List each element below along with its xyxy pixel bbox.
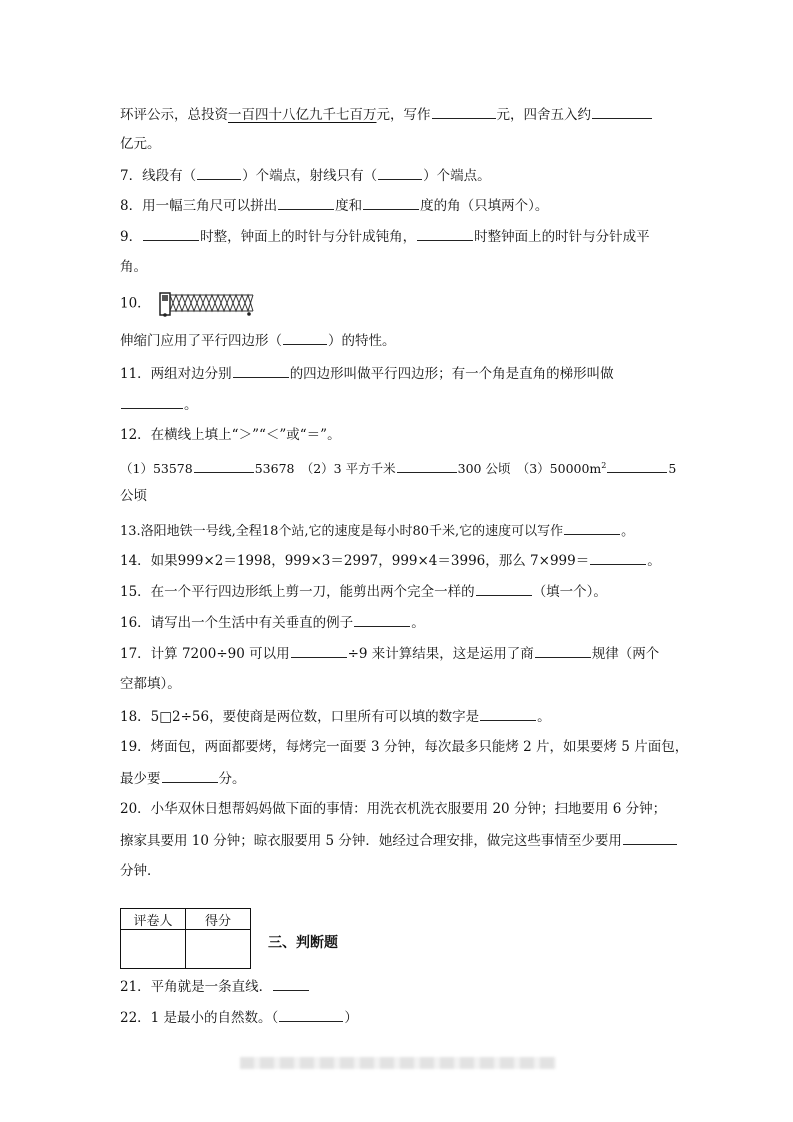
- question-19-cont: [120, 768, 680, 789]
- text: 7．线段有（: [120, 168, 197, 184]
- text: 伸缩门应用了平行四边形（: [120, 333, 282, 349]
- text: 元，写作: [376, 107, 431, 123]
- text: 度和: [335, 198, 363, 214]
- answer-blank[interactable]: [143, 226, 199, 241]
- text: 17．计算 7200÷90 可以用: [120, 646, 290, 662]
- score-header: 得分: [186, 909, 251, 930]
- text: 15．在一个平行四边形纸上剪一刀，能剪出两个完全一样的: [120, 584, 475, 600]
- question-22: [120, 1007, 680, 1028]
- text: 。: [621, 524, 635, 539]
- text: 度的角（只填两个）。: [420, 198, 549, 214]
- question-12-cont: 公顷: [120, 488, 147, 504]
- text: 元，四舍五入约: [496, 107, 591, 123]
- answer-blank[interactable]: [283, 330, 327, 345]
- answer-blank[interactable]: [279, 1007, 343, 1022]
- answer-blank[interactable]: [592, 104, 652, 119]
- text: ）的特性。: [328, 333, 396, 349]
- text: ）个端点。: [423, 168, 491, 184]
- answer-blank[interactable]: [233, 363, 289, 378]
- text: 11．两组对边分别: [120, 366, 232, 382]
- question-9-cont: 角。: [120, 259, 147, 275]
- question-18: [120, 706, 680, 727]
- question-10: [120, 291, 680, 317]
- text: （1）53578: [120, 461, 193, 477]
- score-table: [120, 908, 251, 969]
- answer-blank[interactable]: [197, 165, 241, 180]
- answer-blank[interactable]: [480, 706, 536, 721]
- question-16: [120, 612, 680, 633]
- answer-blank[interactable]: [476, 581, 532, 596]
- text: 300 公顷 （3）50000m: [457, 461, 602, 477]
- text: 。: [537, 709, 551, 725]
- question-19: 19．烤面包，两面都要烤，每烤完一面要 3 分钟，每次最多只能烤 2 片，如果要烤 5 片面包，: [120, 739, 689, 755]
- answer-blank[interactable]: [291, 643, 347, 658]
- answer-blank[interactable]: [278, 195, 334, 210]
- question-7: [120, 165, 680, 186]
- section-title: 三、判断题: [268, 935, 338, 951]
- text: ）个端点，射线只有（: [242, 168, 378, 184]
- question-13: [120, 520, 680, 542]
- answer-blank[interactable]: [194, 458, 254, 473]
- q6-line2: 亿元。: [120, 136, 161, 152]
- answer-blank[interactable]: [535, 643, 591, 658]
- question-15: [120, 581, 680, 602]
- underlined-amount: 一百四十八亿九千七百万: [228, 107, 377, 123]
- question-21: [120, 976, 680, 997]
- text: 10．: [120, 295, 151, 312]
- answer-blank[interactable]: [162, 768, 218, 783]
- answer-blank[interactable]: [397, 458, 457, 473]
- text: 。: [411, 615, 425, 631]
- question-12: 12．在横线上填上“＞”“＜”或“＝”。: [120, 427, 341, 443]
- text: 。: [647, 553, 661, 569]
- text: 规律（两个: [591, 646, 660, 662]
- question-10-text: [120, 330, 680, 351]
- question-20-end: 分钟．: [120, 863, 161, 879]
- answer-blank[interactable]: [564, 520, 620, 535]
- text: 13.洛阳地铁一号线,全程18个站,它的速度是每小时80千米,它的速度可以写作: [120, 524, 564, 539]
- question-17-cont: 空都填）。: [120, 676, 181, 692]
- text: 53678 （2）3 平方千米: [254, 461, 396, 477]
- answer-blank[interactable]: [590, 550, 646, 565]
- answer-blank[interactable]: [432, 104, 496, 119]
- question-8: [120, 195, 680, 216]
- text: 最少要: [120, 771, 161, 787]
- question-17: [120, 643, 680, 664]
- answer-blank[interactable]: [623, 830, 677, 845]
- question-12-items: [120, 456, 680, 479]
- text: 的四边形叫做平行四边形；有一个角是直角的梯形叫做: [289, 366, 614, 382]
- text: 时整，钟面上的时针与分针成钝角，: [200, 229, 417, 245]
- answer-blank[interactable]: [121, 394, 183, 409]
- text: 21．平角就是一条直线．: [120, 979, 273, 995]
- question-14: [120, 550, 680, 571]
- answer-blank[interactable]: [273, 976, 309, 991]
- question-11: [120, 363, 680, 384]
- text: 8．用一幅三角尺可以拼出: [120, 198, 278, 214]
- telescopic-gate-icon: [159, 291, 255, 317]
- answer-blank[interactable]: [354, 612, 410, 627]
- superscript: 2: [601, 461, 607, 470]
- text: 22．1 是最小的自然数。（: [120, 1010, 279, 1026]
- question-11-cont: [120, 394, 680, 415]
- text: 擦家具要用 10 分钟；晾衣服要用 5 分钟．她经过合理安排，做完这些事情至少要用: [120, 833, 622, 849]
- text: 时整钟面上的时针与分针成平: [474, 229, 650, 245]
- text: 。: [184, 397, 198, 413]
- text: 环评公示，总投资: [120, 107, 228, 123]
- q6-line1: [120, 104, 680, 125]
- reviewer-cell[interactable]: [121, 930, 186, 969]
- reviewer-header: 评卷人: [121, 909, 186, 930]
- text: 14．如果999×2＝1998，999×3＝2997，999×4＝3996，那么 7×999＝: [120, 553, 590, 569]
- question-20: 20．小华双休日想帮妈妈做下面的事情：用洗衣机洗衣服要用 20 分钟；扫地要用 6 分钟；: [120, 801, 667, 817]
- text: 9．: [120, 229, 143, 245]
- blurred-footer: [240, 1057, 556, 1069]
- text: ÷9 来计算结果，这是运用了商: [347, 646, 534, 662]
- question-20-cont: [120, 830, 680, 851]
- text: ）: [344, 1010, 358, 1026]
- answer-blank[interactable]: [378, 165, 422, 180]
- score-cell[interactable]: [186, 930, 251, 969]
- text: （填一个）。: [532, 584, 607, 600]
- text: 5: [668, 461, 677, 477]
- answer-blank[interactable]: [607, 458, 667, 473]
- answer-blank[interactable]: [417, 226, 473, 241]
- answer-blank[interactable]: [363, 195, 419, 210]
- text: 16．请写出一个生活中有关垂直的例子: [120, 615, 354, 631]
- question-9: [120, 226, 680, 247]
- text: 18．5□2÷56，要使商是两位数，口里所有可以填的数字是: [120, 709, 480, 725]
- text: 分。: [218, 771, 246, 787]
